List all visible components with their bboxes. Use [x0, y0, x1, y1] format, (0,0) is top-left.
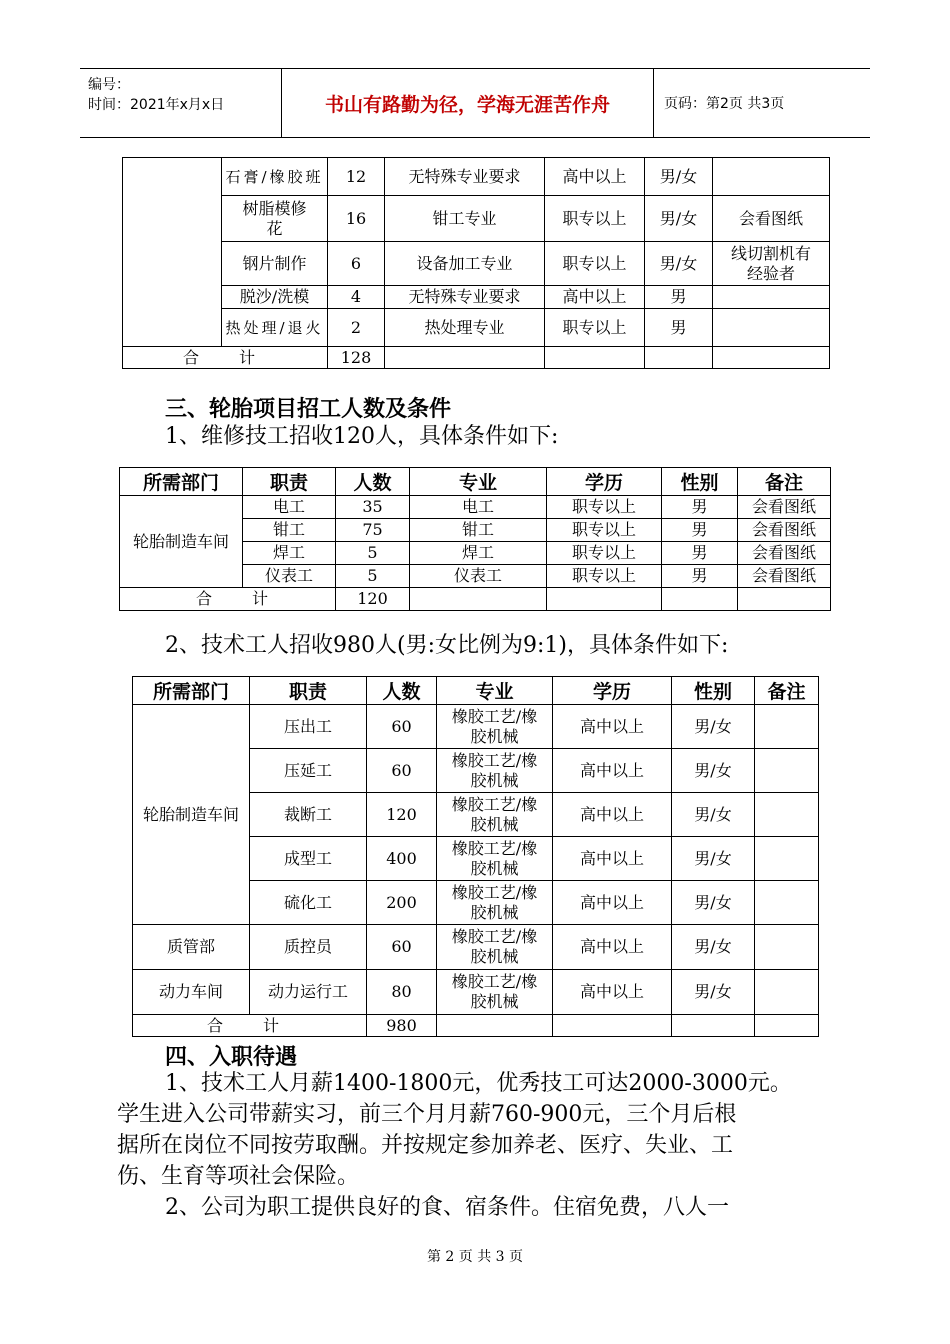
edu-cell: 高中以上 [553, 749, 672, 793]
count-cell: 16 [328, 196, 385, 242]
gender-cell: 男/女 [672, 837, 755, 881]
section3-title: 三、轮胎项目招工人数及条件 [165, 397, 452, 422]
major-cell: 橡胶工艺/橡胶机械 [437, 749, 553, 793]
note-cell: 会看图纸 [738, 565, 831, 588]
major-cell: 电工 [410, 496, 547, 519]
gender-cell: 男/女 [645, 242, 713, 286]
note-cell: 会看图纸 [738, 496, 831, 519]
total-label: 合 计 [133, 1015, 367, 1037]
table-row [123, 196, 830, 242]
dept-cell: 动力车间 [133, 970, 250, 1015]
job-cell: 石膏/橡胶班 [222, 158, 328, 196]
gender-cell: 男/女 [645, 196, 713, 242]
job-cell: 硫化工 [250, 881, 367, 925]
total-value: 980 [367, 1015, 437, 1037]
dept-cell: 轮胎制造车间 [120, 496, 243, 588]
edu-cell: 高中以上 [553, 970, 672, 1015]
note-cell [713, 309, 830, 347]
job-cell: 压延工 [250, 749, 367, 793]
header-row [133, 677, 819, 705]
total-label: 合 计 [120, 588, 336, 611]
edu-cell: 职专以上 [547, 565, 662, 588]
edu-cell: 职专以上 [545, 242, 645, 286]
col-header: 人数 [367, 677, 437, 705]
table-row [133, 970, 819, 1015]
col-header: 所需部门 [133, 677, 250, 705]
gender-cell: 男 [662, 519, 738, 542]
total-value: 128 [328, 347, 385, 369]
col-header: 性别 [672, 677, 755, 705]
major-cell: 橡胶工艺/橡胶机械 [437, 705, 553, 749]
major-cell: 热处理专业 [385, 309, 545, 347]
note-cell: 会看图纸 [738, 542, 831, 565]
paragraph-line: 2、公司为职工提供良好的食、宿条件。住宿免费，八人一 [165, 1195, 729, 1220]
edu-cell: 高中以上 [553, 837, 672, 881]
count-cell: 400 [367, 837, 437, 881]
col-header: 专业 [410, 468, 547, 496]
note-cell [755, 970, 819, 1015]
note-cell: 会看图纸 [738, 519, 831, 542]
edu-cell: 高中以上 [545, 286, 645, 309]
major-cell: 钳工专业 [385, 196, 545, 242]
col-header: 性别 [662, 468, 738, 496]
major-cell: 橡胶工艺/橡胶机械 [437, 837, 553, 881]
table-row [123, 286, 830, 309]
total-label: 合 计 [123, 347, 328, 369]
count-cell: 200 [367, 881, 437, 925]
header-motto: 书山有路勤为径，学海无涯苦作舟 [282, 69, 654, 137]
gender-cell: 男/女 [672, 970, 755, 1015]
section3-item2: 2、技术工人招收980人(男:女比例为9:1)，具体条件如下: [165, 633, 729, 658]
paragraph-line: 伤、生育等项社会保险。 [117, 1164, 360, 1189]
col-header: 备注 [738, 468, 831, 496]
header-page-number: 页码：第2页 共3页 [664, 96, 785, 112]
col-header: 职责 [250, 677, 367, 705]
col-header: 备注 [755, 677, 819, 705]
edu-cell: 高中以上 [553, 705, 672, 749]
gender-cell: 男 [645, 309, 713, 347]
gender-cell: 男/女 [672, 793, 755, 837]
count-cell: 60 [367, 705, 437, 749]
major-cell: 焊工 [410, 542, 547, 565]
gender-cell: 男 [645, 286, 713, 309]
table-row [133, 705, 819, 749]
dept-cell [123, 158, 222, 347]
count-cell: 6 [328, 242, 385, 286]
edu-cell: 高中以上 [553, 793, 672, 837]
job-cell: 压出工 [250, 705, 367, 749]
paragraph-line: 据所在岗位不同按劳取酬。并按规定参加养老、医疗、失业、工 [117, 1133, 734, 1158]
major-cell: 钳工 [410, 519, 547, 542]
job-cell: 热处理/退火 [222, 309, 328, 347]
count-cell: 5 [336, 565, 410, 588]
table-row [123, 158, 830, 196]
note-cell [755, 749, 819, 793]
header-meta [80, 69, 282, 137]
gender-cell: 男 [662, 565, 738, 588]
major-cell: 橡胶工艺/橡胶机械 [437, 970, 553, 1015]
col-header: 专业 [437, 677, 553, 705]
total-row [133, 1015, 819, 1037]
time-label: 时间：2021年x月x日 [88, 97, 225, 113]
gender-cell: 男/女 [645, 158, 713, 196]
header-row [120, 468, 831, 496]
paragraph-line: 学生进入公司带薪实习，前三个月月薪760-900元，三个月后根 [117, 1102, 737, 1127]
note-cell [713, 286, 830, 309]
count-cell: 120 [367, 793, 437, 837]
count-cell: 2 [328, 309, 385, 347]
job-cell: 焊工 [243, 542, 336, 565]
table-row [133, 925, 819, 970]
major-cell: 橡胶工艺/橡胶机械 [437, 925, 553, 970]
note-cell [755, 793, 819, 837]
count-cell: 60 [367, 749, 437, 793]
col-header: 所需部门 [120, 468, 243, 496]
edu-cell: 职专以上 [547, 519, 662, 542]
col-header: 学历 [547, 468, 662, 496]
section4-title: 四、入职待遇 [165, 1045, 298, 1070]
note-cell [755, 837, 819, 881]
gender-cell: 男 [662, 542, 738, 565]
count-cell: 12 [328, 158, 385, 196]
total-value: 120 [336, 588, 410, 611]
major-cell: 设备加工专业 [385, 242, 545, 286]
total-row [120, 588, 831, 611]
job-cell: 动力运行工 [250, 970, 367, 1015]
count-cell: 35 [336, 496, 410, 519]
note-cell [755, 881, 819, 925]
job-cell: 脱沙/洗模 [222, 286, 328, 309]
major-cell: 橡胶工艺/橡胶机械 [437, 793, 553, 837]
job-cell: 钳工 [243, 519, 336, 542]
col-header: 人数 [336, 468, 410, 496]
note-cell [713, 158, 830, 196]
note-cell: 线切割机有经验者 [713, 242, 830, 286]
major-cell: 无特殊专业要求 [385, 286, 545, 309]
gender-cell: 男/女 [672, 881, 755, 925]
major-cell: 仪表工 [410, 565, 547, 588]
recruit-table-continued [122, 157, 830, 369]
section3-item1: 1、维修技工招收120人，具体条件如下: [165, 424, 559, 449]
page-footer: 第 2 页 共 3 页 [426, 1249, 524, 1265]
edu-cell: 职专以上 [547, 542, 662, 565]
count-cell: 75 [336, 519, 410, 542]
edu-cell: 高中以上 [545, 158, 645, 196]
count-cell: 5 [336, 542, 410, 565]
job-cell: 电工 [243, 496, 336, 519]
job-cell: 质控员 [250, 925, 367, 970]
job-cell: 钢片制作 [222, 242, 328, 286]
gender-cell: 男/女 [672, 705, 755, 749]
table-row [123, 242, 830, 286]
major-cell: 橡胶工艺/橡胶机械 [437, 881, 553, 925]
table-row [120, 496, 831, 519]
edu-cell: 职专以上 [547, 496, 662, 519]
edu-cell: 职专以上 [545, 196, 645, 242]
dept-cell: 质管部 [133, 925, 250, 970]
page-header [80, 68, 870, 138]
count-cell: 60 [367, 925, 437, 970]
gender-cell: 男/女 [672, 749, 755, 793]
gender-cell: 男/女 [672, 925, 755, 970]
note-cell [755, 925, 819, 970]
job-cell: 裁断工 [250, 793, 367, 837]
technician-recruit-table [132, 676, 819, 1037]
major-cell: 无特殊专业要求 [385, 158, 545, 196]
count-cell: 4 [328, 286, 385, 309]
col-header: 职责 [243, 468, 336, 496]
col-header: 学历 [553, 677, 672, 705]
total-row [123, 347, 830, 369]
count-cell: 80 [367, 970, 437, 1015]
job-cell: 成型工 [250, 837, 367, 881]
code-label: 编号： [88, 77, 130, 93]
gender-cell: 男 [662, 496, 738, 519]
note-cell [755, 705, 819, 749]
dept-cell: 轮胎制造车间 [133, 705, 250, 925]
edu-cell: 高中以上 [553, 925, 672, 970]
edu-cell: 高中以上 [553, 881, 672, 925]
job-cell: 仪表工 [243, 565, 336, 588]
note-cell: 会看图纸 [713, 196, 830, 242]
edu-cell: 职专以上 [545, 309, 645, 347]
job-cell: 树脂模修花 [222, 196, 328, 242]
table-row [123, 309, 830, 347]
maintenance-recruit-table [119, 467, 831, 611]
section4-body [117, 1068, 837, 1223]
paragraph-line: 1、技术工人月薪1400-1800元，优秀技工可达2000-3000元。 [165, 1071, 792, 1096]
